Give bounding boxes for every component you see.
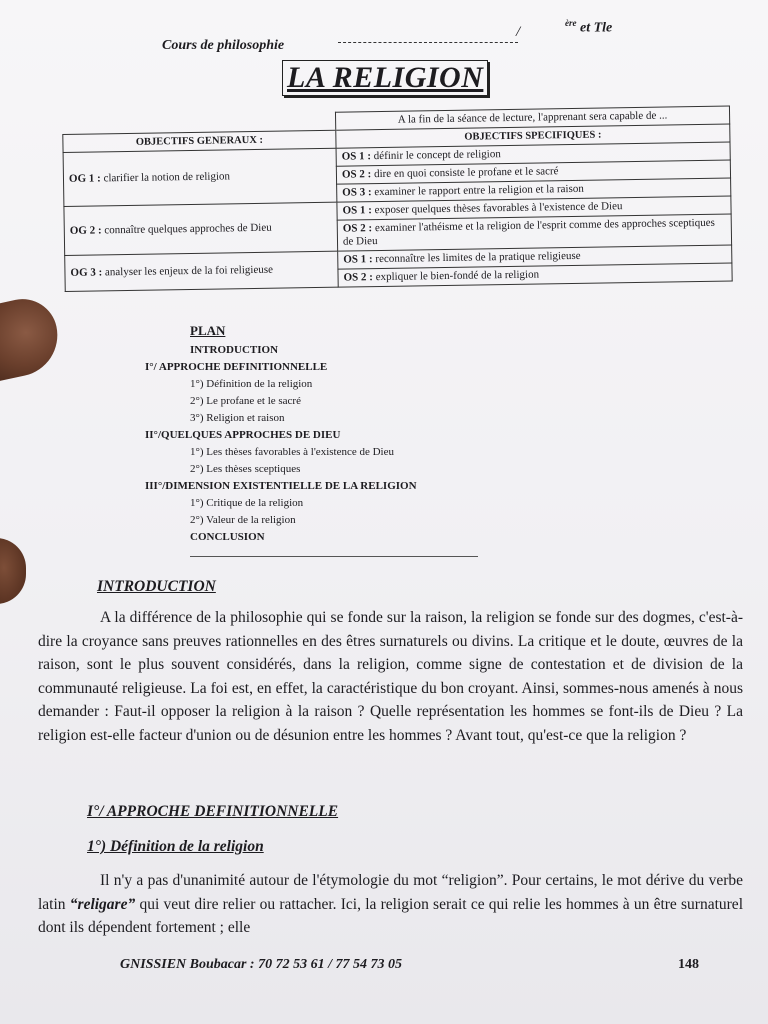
plan-part-1: I°/ APPROCHE DEFINITIONNELLE [145, 361, 328, 373]
os-label: OS 3 : [342, 186, 372, 199]
page-title: LA RELIGION [282, 60, 488, 96]
finger [0, 293, 65, 384]
plan-item: 3°) Religion et raison [190, 412, 285, 424]
os-text: dire en quoi consiste le profane et le sacré [373, 165, 559, 181]
plan-item: 1°) Critique de la religion [190, 497, 304, 509]
plan-conclusion: CONCLUSION [190, 531, 265, 543]
os-text: examiner l'athéisme et la religion de l'esprit comme des approches sceptiques de Dieu [342, 216, 715, 248]
og-label: OG 3 : [70, 266, 103, 279]
blank-line [338, 28, 518, 43]
section-1-heading: I°/ APPROCHE DEFINITIONNELLE [87, 803, 339, 820]
plan-item: 1°) Les thèses favorables à l'existence de Dieu [190, 446, 394, 458]
col-specific-header: OBJECTIFS SPECIFIQUES : [336, 124, 730, 148]
os-label: OS 1 : [343, 253, 373, 266]
og-label: OG 1 : [68, 172, 101, 185]
header-slash: / [516, 24, 521, 40]
os-label: OS 1 : [342, 204, 372, 217]
plan-divider [190, 556, 478, 557]
plan-title: PLAN [190, 323, 226, 338]
introduction-paragraph: A la différence de la philosophie qui se fonde sur la raison, la religion se fonde sur des dogmes, c'est-à-dire la croyance sans preuves rationnelles en des êtres surnaturels ou divins. La critique et le doute, œuvres de la raison, sont le plus souvent considérés, dans la religion, comme signe de contestation et de division de la communauté religieuse. La foi est, en effet, la caractéristique du bon croyant. Ainsi, sommes-nous amenés à nous demander : Faut-il opposer la religion à la raison ? Quelle représentation les hommes se font-ils de Dieu ? La religion est-elle facteur d'union ou de désunion entre les hommes ? Avant tout, qu'est-ce que la religion ? [38, 609, 743, 744]
class-level [565, 18, 612, 37]
os-text: examiner le rapport entre la religion et la raison [374, 182, 584, 199]
footer-author: GNISSIEN Boubacar : 70 72 53 61 / 77 54 73 05 [120, 957, 402, 972]
page-number: 148 [678, 957, 699, 972]
plan-intro: INTRODUCTION [190, 344, 279, 356]
section-1-paragraph [38, 869, 743, 940]
plan-part-3: III°/DIMENSION EXISTENTIELLE DE LA RELIGION [145, 480, 417, 492]
og-text: clarifier la notion de religion [103, 170, 231, 185]
introduction-heading: INTRODUCTION [97, 578, 216, 595]
subsection-1-heading: 1°) Définition de la religion [87, 838, 264, 855]
og-cell [65, 251, 339, 291]
level-text: et Tle [580, 20, 613, 36]
col-general-header: OBJECTIFS GENERAUX : [63, 130, 336, 152]
og-cell [63, 148, 337, 206]
os-label: OS 1 : [341, 150, 372, 163]
og-cell [64, 202, 338, 255]
course-label: Cours de philosophie [162, 38, 285, 53]
paragraph-text: qui veut dire relier ou rattacher. Ici, la religion serait ce qui relie les hommes à un être surnaturel dont ils dépendent fortement ; elle [38, 895, 743, 937]
finger [0, 538, 26, 604]
paragraph-text: Il n'y a pas d'unanimité autour de l'étymologie du mot “religion”. Pour certains, le mot dérive du verbe latin [38, 872, 743, 913]
latin-word: “religare” [69, 895, 136, 913]
os-text: exposer quelques thèses favorables à l'existence de Dieu [374, 200, 623, 217]
og-text: analyser les enjeux de la foi religieuse [104, 263, 274, 279]
os-text: expliquer le bien-fondé de la religion [375, 268, 540, 284]
os-text: définir le concept de religion [373, 148, 501, 163]
objectives-table [62, 106, 733, 292]
os-text: reconnaître les limites de la pratique religieuse [375, 249, 581, 266]
level-sup: ère [565, 18, 577, 28]
og-text: connaître quelques approches de Dieu [104, 221, 272, 236]
plan-part-2: II°/QUELQUES APPROCHES DE DIEU [145, 429, 341, 441]
og-label: OG 2 : [69, 223, 102, 237]
os-label: OS 2 : [343, 271, 374, 284]
plan-item: 2°) Valeur de la religion [190, 514, 296, 526]
os-label: OS 2 : [342, 222, 373, 235]
plan-item: 2°) Le profane et le sacré [190, 395, 301, 407]
plan-item: 1°) Définition de la religion [190, 378, 313, 390]
os-label: OS 2 : [341, 168, 372, 181]
table-caption: A la fin de la séance de lecture, l'apprenant sera capable de ... [335, 106, 729, 130]
plan-item: 2°) Les thèses sceptiques [190, 463, 301, 475]
